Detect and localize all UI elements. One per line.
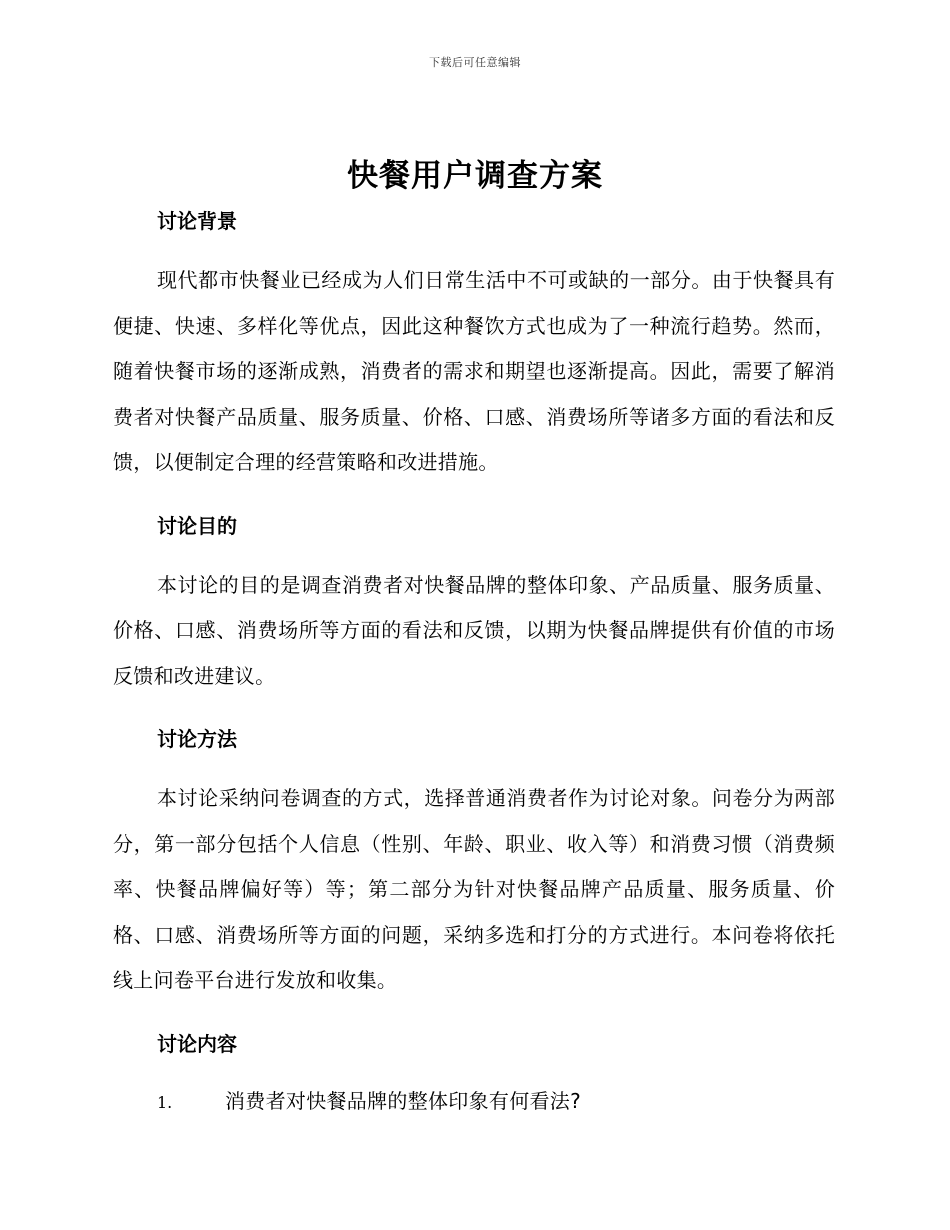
document-body [113,201,835,1123]
section-heading: 讨论目的 [157,513,237,538]
section-method [113,719,835,1024]
document-title: 快餐用户调查方案 [347,158,603,194]
section-purpose [113,506,835,720]
list-item-text: 消费者对快餐品牌的整体印象有何看法? [225,1088,582,1113]
section-heading: 讨论方法 [157,727,237,751]
list-item [113,1081,835,1123]
section-heading: 讨论内容 [157,1031,237,1056]
section-paragraph: 本讨论的目的是调查消费者对快餐品牌的整体印象、产品质量、服务质量、价格、口感、消费场所等方面的看法和反馈，以期为快餐品牌提供有价值的市场反馈和改进建议。 [113,572,835,688]
section-content [113,1024,835,1123]
section-background [113,201,835,506]
list-item-number: 1. [157,1092,173,1112]
section-heading: 讨论背景 [157,209,237,233]
section-paragraph: 现代都市快餐业已经成为人们日常生活中不可或缺的一部分。由于快餐具有便捷、快速、多样化等优点，因此这种餐饮方式也成为了一种流行趋势。然而，随着快餐市场的逐渐成熟，消费者的需求和期望也逐渐提高。因此，需要了解消费者对快餐产品质量、服务质量、价格、口感、消费场所等诸多方面的看法和反馈，以便制定合理的经营策略和改进措施。 [113,268,835,474]
section-paragraph: 本讨论采纳问卷调查的方式，选择普通消费者作为讨论对象。问卷分为两部分，第一部分包括个人信息（性别、年龄、职业、收入等）和消费习惯（消费频率、快餐品牌偏好等）等；第二部分为针对快餐品牌产品质量、服务质量、价格、口感、消费场所等方面的问题，采纳多选和打分的方式进行。本问卷将依托线上问卷平台进行发放和收集。 [113,786,835,992]
page-header-note: 下载后可任意编辑 [429,56,521,69]
